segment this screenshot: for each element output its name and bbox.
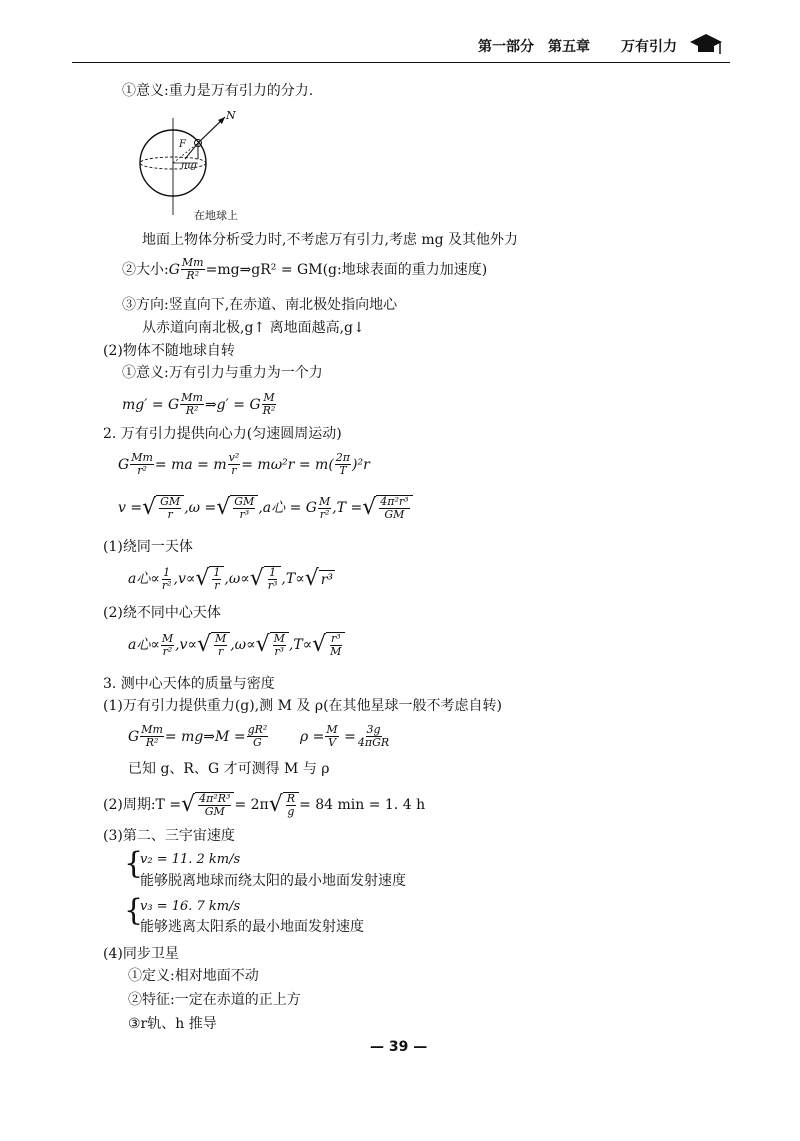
s6-sync: (4)同步卫星	[103, 946, 179, 962]
s3-eq1-a: = ma = m	[154, 456, 227, 473]
s6-eqM-text: = mg⇒M =	[164, 728, 246, 745]
diagram-label-mg: mg	[181, 160, 197, 171]
s4-v: ,v∝	[173, 571, 196, 587]
s6-cosmic: (3)第二、三宇宙速度	[103, 828, 235, 844]
s3-eq2-a: ,a心 = G	[258, 500, 317, 516]
s4-T: ,T∝	[281, 571, 305, 587]
s5-w: ,ω∝	[230, 637, 256, 653]
s6-v2: v₂ = 11. 2 km/s	[140, 852, 241, 867]
s2-heading: (2)物体不随地球自转	[103, 343, 235, 359]
s3-eq2: v = √ $\frac{GM}{r}$ ,ω = √ $\frac{GM}{\text{r³}}$ ,a心 = G $\frac{M}{\text{r²}}$ ,T = √ $\frac{\text{4π²r³}}{GM}$	[118, 495, 413, 521]
s6-def: ①定义:相对地面不动	[128, 968, 259, 984]
header-rule	[72, 62, 730, 63]
s6-period: (2)周期:T = √ $\frac{\text{4π²R³}}{GM}$ = 2π √ $\frac{R}{g}$ = 84 min = 1. 4 h	[103, 792, 426, 818]
s3-eq2-w: ,ω =	[184, 500, 217, 516]
page-number: — 39 —	[370, 1039, 428, 1055]
s1-meaning: ①意义:重力是万有引力的分力.	[122, 83, 314, 99]
s1-size-rest: =mg⇒gR² = GM(g:地球表面的重力加速度)	[205, 261, 488, 278]
s1-size-prefix: ②大小:	[122, 261, 169, 278]
s6-derive: ③r轨、h 推导	[128, 1016, 217, 1032]
s5-T: ,T∝	[288, 637, 313, 653]
s5-v: ,v∝	[175, 637, 197, 653]
s6-period-post: = 84 min = 1. 4 h	[299, 797, 426, 813]
s1-analysis: 地面上物体分析受力时,不考虑万有引力,考虑 mg 及其他外力	[142, 232, 519, 248]
s6-known: 已知 g、R、G 才可测得 M 与 ρ	[128, 761, 330, 777]
header-chapter: 第五章	[548, 39, 590, 55]
s6-rho-text: ρ =	[300, 728, 325, 745]
s2-meaning: ①意义:万有引力与重力为一个力	[122, 365, 323, 381]
s6-v3: v₃ = 16. 7 km/s	[140, 899, 241, 914]
diagram-caption: 在地球上	[194, 209, 238, 222]
s3-eq1: G $\frac{Mm}{\text{r²}}$ = ma = m $\frac{\text{v²}}{r}$ = mω²r = m( $\frac{2\pi}{T}$ )²r	[118, 451, 370, 477]
s3-eq1-b: = mω²r = m(	[241, 456, 334, 473]
s6-feat: ②特征:一定在赤道的正上方	[128, 992, 301, 1008]
diagram-label-f: F	[179, 139, 186, 150]
s4-eq: a心∝ $\frac{1}{\text{r²}}$ ,v∝ √ $\frac{1}{r}$ ,ω∝ √ $\frac{1}{\text{r³}}$ ,T∝ √ r³	[128, 565, 334, 592]
s2-eq-mid: ⇒g′ = G	[204, 396, 261, 413]
s3-eq2-v: v =	[118, 500, 143, 516]
s4-w: ,ω∝	[224, 571, 250, 587]
s6-period-mid: = 2π	[234, 797, 269, 813]
s3-eq1-c: )²r	[352, 456, 370, 473]
s5-heading: (2)绕不同中心天体	[103, 605, 221, 621]
s6-eqM: G $\frac{Mm}{\text{R²}}$ = mg⇒M = $\frac{\text{gR²}}{G}$	[128, 723, 268, 749]
s5-eq: a心∝ $\frac{M}{\text{r²}}$ ,v∝ √ $\frac{M}{r}$ ,ω∝ √ $\frac{M}{\text{r³}}$ ,T∝ √ $\frac{\text{r³}}{M}$	[128, 632, 345, 658]
s6-v3-desc: 能够逃离太阳系的最小地面发射速度	[140, 919, 364, 935]
s6-v2-desc: 能够脱离地球而绕太阳的最小地面发射速度	[140, 873, 406, 889]
s4-heading: (1)绕同一天体	[103, 539, 193, 555]
brace-v3: {	[124, 893, 144, 928]
s2-eq-pre: mg′ = G	[122, 396, 180, 413]
brace-v2: {	[124, 846, 144, 881]
s3-heading: 2. 万有引力提供向心力(匀速圆周运动)	[103, 426, 342, 442]
header-part: 第一部分	[478, 39, 534, 55]
s2-equation: mg′ = G $\frac{Mm}{\text{R²}}$ ⇒g′ = G $\frac{M}{\text{R²}}$	[122, 391, 276, 417]
s1-direction: ③方向:竖直向下,在赤道、南北极处指向地心	[122, 297, 398, 313]
frac-Mm-R2: $\frac{Mm}{\text{R²}}$	[181, 256, 204, 282]
s1-trend: 从赤道向南北极,g↑ 离地面越高,g↓	[142, 320, 365, 336]
s6-sub1: (1)万有引力提供重力(g),测 M 及 ρ(在其他星球一般不考虑自转)	[103, 698, 503, 714]
diagram-label-n: N	[226, 109, 236, 122]
header-title: 万有引力	[621, 39, 677, 55]
s5-a: a心∝	[128, 637, 160, 653]
s6-rho: ρ = $\frac{M}{V}$ = $\frac{3g}{\text{4πGR}}$	[300, 723, 390, 749]
s6-period-pre: (2)周期:T =	[103, 797, 182, 813]
s3-eq2-T: ,T =	[332, 500, 363, 516]
s4-a: a心∝	[128, 571, 160, 587]
graduation-cap-icon	[688, 30, 724, 60]
s6-heading: 3. 测中心天体的质量与密度	[103, 676, 275, 692]
s1-size: ②大小: G $\frac{Mm}{\text{R²}}$ =mg⇒gR² = GM(g:地球表面的重力加速度)	[122, 256, 488, 282]
